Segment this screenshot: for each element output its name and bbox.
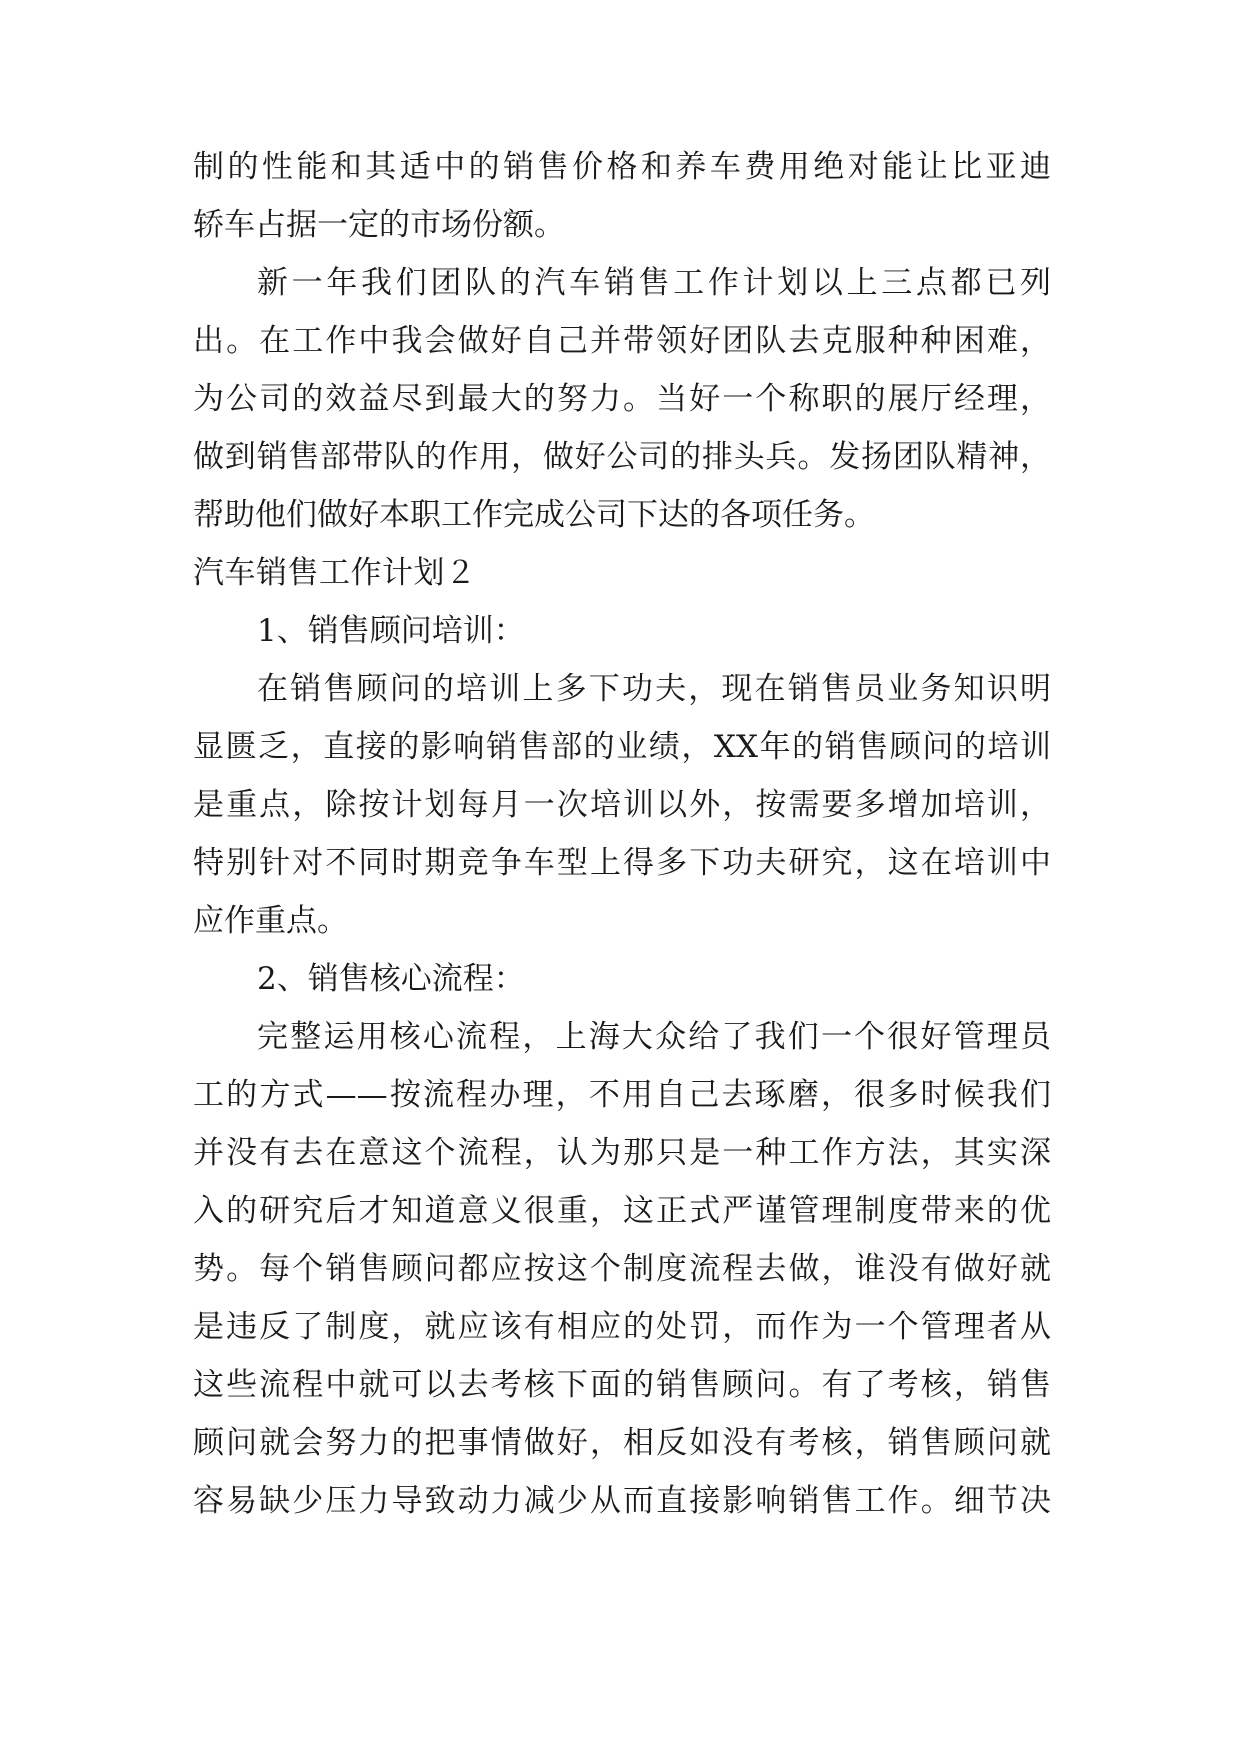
paragraph-line: 势。每个销售顾问都应按这个制度流程去做，谁没有做好就	[193, 1251, 1051, 1287]
subsection-heading: 1、销售顾问培训：	[257, 613, 525, 649]
paragraph-line: 顾问就会努力的把事情做好，相反如没有考核，销售顾问就	[193, 1425, 1051, 1461]
paragraph-line: 这些流程中就可以去考核下面的销售顾问。有了考核，销售	[193, 1367, 1051, 1403]
paragraph-line: 是违反了制度，就应该有相应的处罚，而作为一个管理者从	[193, 1309, 1051, 1345]
paragraph-line: 新一年我们团队的汽车销售工作计划以上三点都已列	[257, 265, 1051, 301]
section-heading: 汽车销售工作计划２	[193, 555, 477, 591]
paragraph-line: 显匮乏，直接的影响销售部的业绩，XX年的销售顾问的培训	[193, 729, 1051, 765]
subsection-heading: 2、销售核心流程：	[257, 961, 525, 997]
paragraph-line: 在销售顾问的培训上多下功夫，现在销售员业务知识明	[257, 671, 1051, 707]
paragraph-line: 并没有去在意这个流程，认为那只是一种工作方法，其实深	[193, 1135, 1051, 1171]
paragraph-line: 入的研究后才知道意义很重，这正式严谨管理制度带来的优	[193, 1193, 1051, 1229]
paragraph-line: 出。在工作中我会做好自己并带领好团队去克服种种困难，	[193, 323, 1051, 359]
paragraph-line: 为公司的效益尽到最大的努力。当好一个称职的展厅经理，	[193, 381, 1051, 417]
paragraph-line: 应作重点。	[193, 903, 348, 939]
paragraph-line: 是重点，除按计划每月一次培训以外，按需要多增加培训，	[193, 787, 1051, 823]
paragraph-line: 工的方式——按流程办理，不用自己去琢磨，很多时候我们	[193, 1077, 1051, 1113]
paragraph-line: 帮助他们做好本职工作完成公司下达的各项任务。	[193, 497, 875, 533]
paragraph-line: 特别针对不同时期竞争车型上得多下功夫研究，这在培训中	[193, 845, 1051, 881]
paragraph-line: 做到销售部带队的作用，做好公司的排头兵。发扬团队精神，	[193, 439, 1051, 475]
paragraph-line: 容易缺少压力导致动力减少从而直接影响销售工作。细节决	[193, 1483, 1051, 1519]
paragraph-line: 制的性能和其适中的销售价格和养车费用绝对能让比亚迪	[193, 149, 1051, 185]
paragraph-line: 轿车占据一定的市场份额。	[193, 207, 565, 243]
paragraph-line: 完整运用核心流程，上海大众给了我们一个很好管理员	[257, 1019, 1051, 1055]
